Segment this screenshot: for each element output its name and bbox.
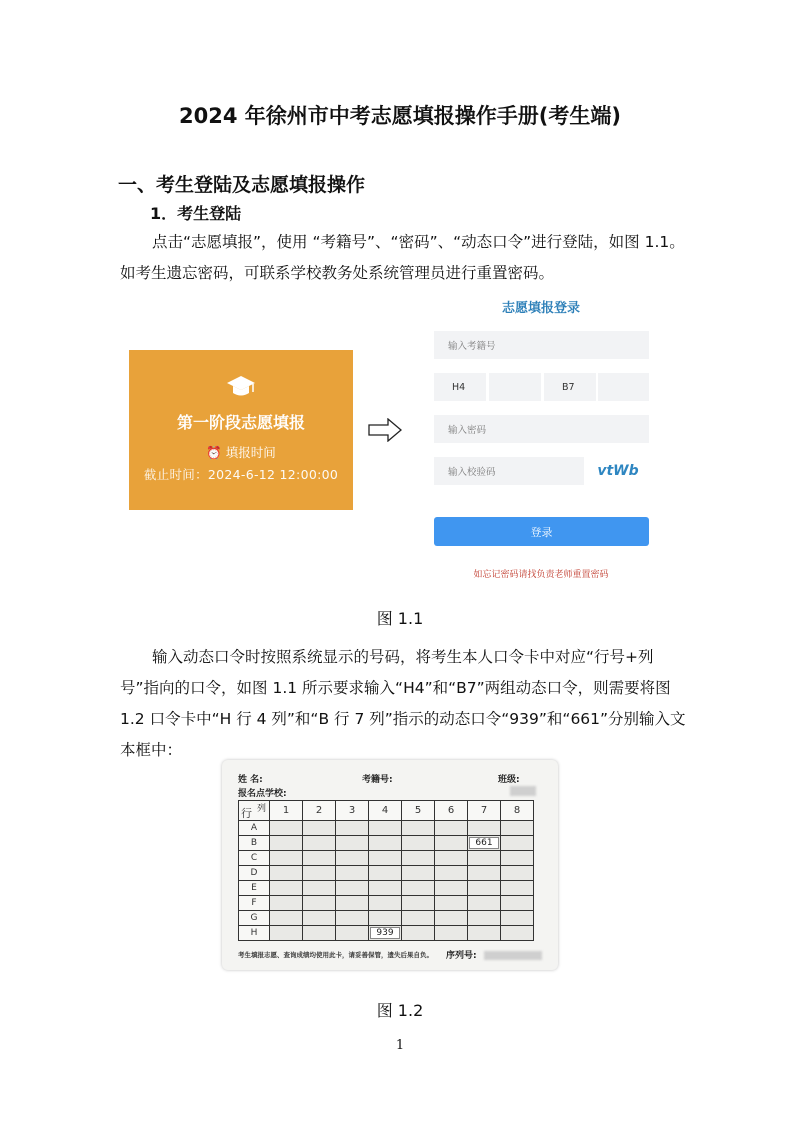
row-header: F	[239, 896, 270, 911]
captcha-image[interactable]: vtWb	[597, 463, 639, 479]
dynamic-code-input-2[interactable]	[598, 373, 649, 401]
document-title: 2024 年徐州市中考志愿填报操作手册(考生端)	[179, 104, 621, 128]
col-header: 7	[468, 801, 501, 821]
row-corner-label: 行	[241, 807, 252, 820]
col-header: 3	[336, 801, 369, 821]
col-header: 6	[435, 801, 468, 821]
paragraph-login-instructions: 点击“志愿填报”，使用 “考籍号”、“密码”、“动态口令”进行登陆，如图 1.1。如考生遗忘密码，可联系学校教务处系统管理员进行重置密码。	[120, 233, 685, 282]
dynamic-code-label-h4: H4	[434, 373, 486, 401]
revealed-code-h4: 939	[370, 927, 399, 939]
graduation-cap-icon	[129, 374, 353, 404]
class-label: 班级:	[498, 775, 520, 785]
blurred-class-value	[510, 786, 536, 796]
subsection-heading: 1．考生登陆	[150, 204, 242, 223]
paragraph-dynamic-code-instructions: 输入动态口令时按照系统显示的号码，将考生本人口令卡中对应“行号+列号”指向的口令，如图 1.1 所示要求输入“H4”和“B7”两组动态口令，则需要将图 1.2 口令卡中“H 行 4 列”和“B 行 7 列”指示的动态口令“939”和“661”分别输入文本框中：	[120, 648, 686, 759]
exam-no-label: 考籍号:	[362, 775, 393, 785]
captcha-input[interactable]: 输入校验码	[434, 457, 584, 485]
stage-card[interactable]	[129, 350, 353, 510]
col-corner-label: 列	[256, 804, 266, 814]
grid-corner	[239, 801, 270, 821]
page-number: 1	[395, 1038, 405, 1053]
row-header: H	[239, 926, 270, 941]
login-title: 志愿填报登录	[501, 301, 580, 316]
school-label: 报名点学校:	[238, 789, 287, 799]
time-label: 填报时间	[225, 445, 276, 460]
row-header: C	[239, 851, 270, 866]
stage-label: 第一阶段志愿填报	[176, 413, 305, 432]
forgot-password-note: 如忘记密码请找负责老师重置密码	[473, 570, 609, 580]
row-header: D	[239, 866, 270, 881]
password-input[interactable]: 输入密码	[434, 415, 649, 443]
revealed-code-cell-h4	[369, 926, 402, 941]
footer-note: 考生填报志愿、查询成绩均使用此卡，请妥善保管，遗失后果自负。	[238, 951, 433, 959]
exam-id-input[interactable]: 输入考籍号	[434, 331, 649, 359]
col-header: 2	[303, 801, 336, 821]
name-label: 姓 名:	[238, 775, 263, 785]
revealed-code-b7: 661	[469, 837, 498, 849]
row-header: B	[239, 836, 270, 851]
right-arrow-icon	[368, 418, 402, 446]
figure-caption-1-1: 图 1.1	[376, 609, 424, 628]
alarm-clock-icon: ⏰	[206, 445, 222, 460]
revealed-code-cell-b7	[468, 836, 501, 851]
figure-caption-1-2: 图 1.2	[376, 1001, 424, 1020]
col-header: 5	[402, 801, 435, 821]
row-header: E	[239, 881, 270, 896]
col-header: 8	[501, 801, 534, 821]
row-header: A	[239, 821, 270, 836]
col-header: 4	[369, 801, 402, 821]
dynamic-code-label-b7: B7	[544, 373, 596, 401]
blurred-serial-value	[484, 951, 542, 960]
deadline-text: 截止时间：2024-6-12 12:00:00	[143, 467, 339, 482]
token-grid	[238, 800, 534, 941]
row-header: G	[239, 911, 270, 926]
col-header: 1	[270, 801, 303, 821]
dynamic-code-input-1[interactable]	[489, 373, 541, 401]
login-button[interactable]: 登录	[434, 517, 649, 546]
section-heading: 一、考生登陆及志愿填报操作	[118, 174, 366, 196]
serial-label: 序列号:	[446, 951, 477, 961]
token-card	[222, 760, 558, 970]
